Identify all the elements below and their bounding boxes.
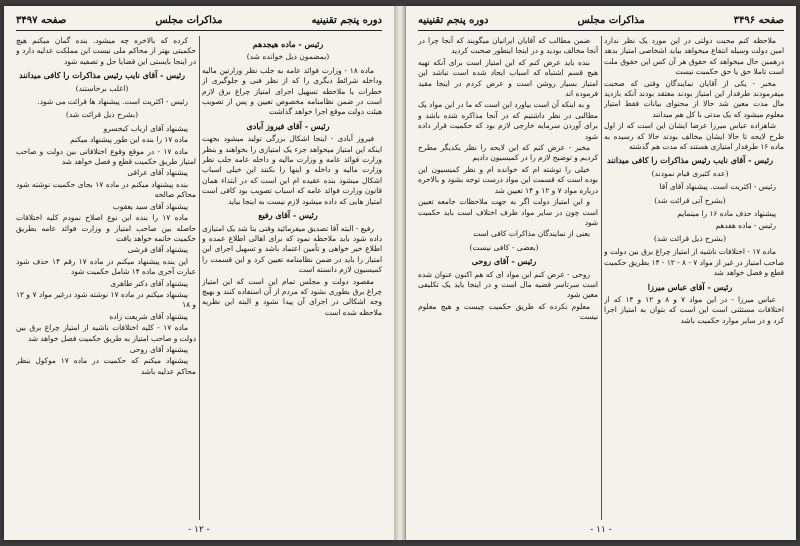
paragraph: پیشنهاد آقای دکتر طاهری	[110, 278, 188, 288]
paragraph: و این امتیاز دولت اگر به جهت ملاحظات جامعه تعیین است چون در سایر مواد طرف اختلاف است باید حکمیت شود	[418, 197, 598, 227]
page-header	[16, 12, 382, 31]
paragraph: پیشنهاد آقای فرشی	[127, 245, 188, 255]
speaker-heading: رئیس - آقای عباس میرزا	[647, 281, 733, 292]
paragraph: پیشنهاد آقای سید یعقوب	[112, 201, 188, 211]
header-title: مذاکرات مجلس	[577, 14, 645, 26]
left-page	[4, 6, 394, 540]
page-number: صفحه ۳۴۹۷	[16, 14, 67, 26]
paragraph: پیشنهاد میکنم در ماده ۱۷ نوشته شود درغیر مواد ۷ و ۱۲ و ۱۸	[16, 289, 196, 310]
paragraph: رئیس - اکثریت است. پیشنهاد آقای آقا	[659, 182, 776, 192]
paragraph: پیشنهاد آقای روحی	[129, 344, 188, 354]
paragraph: ماده ۱۷ - اختلافات ناشیه از امتیاز چراغ برق بین دولت و صاحب امتیاز در غیر از مواد ۷ - ۸ - ۱۲ - ۱۴ بطریق حکمیت قطع و فصل خواهد شد	[604, 247, 784, 278]
paragraph: بعنی از نمایندگان مذاکرات کافی است	[473, 229, 590, 239]
paragraph: ماده ۱۷ - کلیه اختلافات ناشیه از امتیاز چراغ برق بین دولت و صاحب امتیاز به طریق حکمیت فصل خواهد شد	[16, 323, 196, 343]
paragraph: پیشنهاد آقای ارباب کیخسرو	[103, 123, 188, 133]
procedural-note: (اغلب برخاستند)	[75, 83, 129, 93]
paragraph: روحی - عرض کنم این مواد ای که هم اکنون عنوان شده است سرتاسر قضیه مال است و در اینجا باید یک تکلیفی معین شود	[418, 269, 598, 300]
procedural-note: (بشرح ذیل قرائت شد)	[65, 110, 139, 120]
procedural-note: (عده کثیری قیام نمودند)	[651, 168, 729, 178]
paragraph: معلوم نکرده که طریق حکمیت چیست و هیچ معلوم نیست	[418, 301, 598, 322]
paragraph: پیشنهاد آقای شریعت زاده	[109, 311, 188, 321]
right-page	[406, 6, 796, 540]
paragraph: ماده ۱۸ - وزارت فوائد عامه به جلب نظر وزارتین مالیه وداخله شرائط دیگری را که از نظر فنی و جلوگیری از خطرات یا ملاحظه تسهیل اجرای امتیاز چراغ برق لازم است در ضمن نظامنامه مخصوص تعیین و پس از تصویب هیئت دولت موقع اجرا خواهد گذاشت	[202, 65, 382, 117]
speaker-heading: رئیس - آقای نایب رئیس مذاکرات را کافی میدانند	[607, 155, 773, 166]
paragraph: مخبر - یکی از آقایان نمایندگان وقتی که صحبت میفرمودند طرفدار این امتیاز بودند معتقد بودند آنکه بازدید مال مدت معین شد حالا از محتوای بیانات فقط امتیاز معلوم میشود که یک مدتی با کل هم میدانند	[604, 78, 784, 119]
speaker-heading: رئیس - آقای نایب رئیس مذاکرات را کافی میدانند	[19, 70, 185, 81]
page-number: صفحه ۳۴۹۶	[733, 14, 784, 26]
speaker-heading: رئیس - آقای رفیع	[258, 210, 318, 221]
procedural-note: (بشرح ذیل قرائت شد)	[653, 233, 727, 243]
paragraph: خیلی را توشته ام که خوانده ام و نظر کمیسیون این بوده است که قسمت این مواد درست توجه بشود و بالاخره درباره مواد ۷ و ۱۲ و ۱۴ تعیین شد	[418, 164, 598, 195]
paragraph: مخبر - عرض کنم که این لایحه را نظر یکدیگر مطرح کردیم و توضیح لازم را در کمیسیون دادیم	[418, 143, 598, 163]
paragraph: رفیع - البته آقا تصدیق میفرمائید وقتی بنا شد یک امتیازی داده شود باید ملاحظه نمود که برای اهالی اطلاع عمده و اطلاع خیر خواهی و تأمین اعتماد باشد و تسهیل اجرای این امتیاز را باید در ضمن نظامنامه تعیین کرد و این قسمت را کمیسیون لازم دانسته است	[202, 223, 382, 275]
page-footer-number: - ۱۱ -	[590, 525, 612, 535]
paragraph: ماده ۱۷ را بنده این نوع اصلاح نمودم کلیه اختلافات حاصله بین صاحب امتیاز و وزارت فوائد عامه بطریق حکمیت خاتمه خواهد یافت	[16, 213, 196, 243]
paragraph: ماده ۱۷ - در موقع وقوع اختلافاتی بین دولت و صاحب امتیاز طریق حکمیت قطع و فصل خواهد شد	[16, 146, 196, 167]
column-left	[16, 36, 196, 520]
paragraph: بنده باید عرض کنم که این امتیاز است برای آنکه تهیه هیچ قسم اشتباه که اسباب ایجاد شده است نباشد این امتیاز بسیار روشن است و عرض کردم در اینجا مقید فرموده اند	[418, 57, 598, 99]
book-gutter	[394, 6, 406, 540]
paragraph: رئیس - ماده هفدهم	[715, 220, 776, 230]
column-left	[418, 36, 598, 520]
paragraph: ملاحظه کنم محبت دولتی در این مورد یک نظر ندارد امین دولت وسیله انتفاع میخواهد بیابد اشخاصی امتیاز بدهد درهمین حال میخواهد که حقوق هر آن کس این حقوق ملت است تاملا حق یا حق حکمیت نیست	[604, 36, 784, 77]
paragraph: کرده که بالاخره چه میشود. بنده گمان میکنم هیچ حکمیتی بهتر از محاکم ملی نیست این مملکت عدلیه دارد و در اینجا بایستی این قضایا حل و تصفیه شود	[16, 36, 196, 66]
header-title: مذاکرات مجلس	[155, 14, 223, 26]
paragraph: رئیس - اکثریت است. پیشنهاد ها قرائت می شود.	[37, 97, 188, 107]
column-right	[604, 36, 784, 520]
paragraph: و به اینکه آن است بیاورد این است که ما در این مواد یک مطالبی در نظر داشتیم که در آنجا مذاکره شده باشد و برای آوردن سرمایه خارجی لازم بود که حکمیت قرار داده شود	[418, 100, 598, 141]
column-right	[202, 36, 382, 520]
procedural-note: (بشرح آتی قرائت شد)	[654, 195, 726, 205]
paragraph: شاهزاده عباس میرزا عرضا ایشان این است که از اول طرح لایحه تا حالا ایشان مخالف بودند حالا که رسیده به ماده ۱۶ طرفدار امتیازی هستند که مدت هم گذشته	[604, 121, 784, 152]
speaker-heading: رئیس - آقای روحی	[471, 256, 537, 267]
speaker-heading: رئیس - آقای فیروز آبادی	[246, 120, 330, 131]
procedural-note: (بمضمون ذیل خوانده شد)	[246, 52, 330, 62]
paragraph: عباس میرزا - در این مواد ۷ و ۸ و ۱۲ و ۱۴ که از اختلافات مستثنی است این است که بتوان به امتیاز اجرا کرد و در سایر موارد حکمیت باشد	[604, 294, 784, 325]
paragraph: ماده ۱۷ را بنده این طور پیشنهاد میکنم	[70, 135, 188, 145]
column-divider	[199, 36, 200, 520]
paragraph: فیروز آبادی - اینجا اشکال بزرگی تولید میشود بجهت اینکه این امتیاز میخواهد جزء یک امتیازی را بخواهند و بنظر وزارت فوائد عامه و وزارت مالیه و داخله عامه جلب نظر وزارت مالیه و داخله و اینها را بکنند این خیلی اسباب اشکال میشود بنده عقیده ام این است که در ابتداء همان قانون وزارت فوائد عامه که اسباب تصویب بود کافی است امتیاز هایی که داده میشود لازم نیست به اینجا بیاید	[202, 134, 382, 206]
page-header	[418, 12, 784, 31]
column-divider	[601, 36, 602, 520]
paragraph: پیشنهاد حذف ماده ۱۶ را مینمایم	[677, 209, 776, 219]
paragraph: پیشنهاد میکنم که حکمیت در ماده ۱۷ موکول بنظر محاکم عدلیه باشد	[16, 356, 196, 376]
procedural-note: (بعضی - کافی نیست)	[469, 242, 539, 252]
paragraph: این بنده پیشنهاد میکنم در ماده ۱۷ رقم ۱۴ حذف شود عبارت آخری ماده ۱۴ شامل حکمیت شود	[16, 256, 196, 277]
session-label: دوره پنجم تقنینیه	[418, 14, 489, 26]
paragraph: بنده پیشنهاد میکنم در ماده ۱۷ بجای حکمیت نوشته شود محاکم صالحه	[16, 179, 196, 200]
paragraph: مقصود دولت و مجلس تمام این است که این امتیاز چراغ برق بطوری بشود که مردم از آن استفاده کنند و بهیچ وجه اشکالی در اجرای آن پیدا نشود و البته این نظریه ملاحظه شده است	[202, 276, 382, 317]
paragraph: ضمن مطالب که آقایان ایرانیان میگویند که آنجا چرا در آنجا مخالف بودید و در اینجا اینطور صحبت کردید	[418, 36, 598, 56]
session-label: دوره پنجم تقنینیه	[311, 14, 382, 26]
speaker-heading: رئیس - ماده هیجدهم	[252, 39, 324, 49]
paragraph: پیشنهاد آقای عراقی	[127, 168, 188, 178]
page-footer-number: - ۱۲ -	[188, 525, 210, 535]
